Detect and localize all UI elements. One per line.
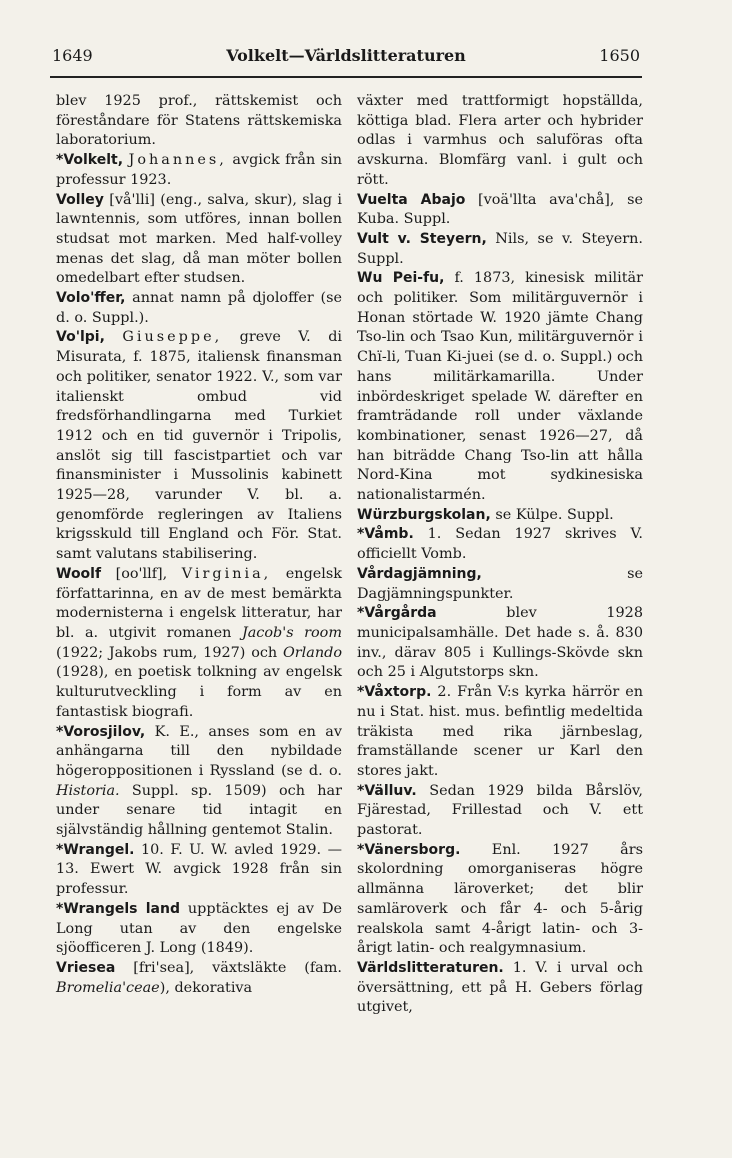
entry xyxy=(357,230,643,269)
right-column xyxy=(357,92,643,1018)
entry-headword: Würzburgskolan, xyxy=(357,506,491,523)
entry-text: f. 1873, kinesisk militär och politiker. Som militärguvernör i Honan störtade W. 1920 jämte Chang Tso-lin och Tsao Kun, militärguvernör i Chï-li, Tuan Ki-juei (se d. o. Suppl.) och hans militärkamarilla. Under inbördeskriget spelade W. därefter en framträdande roll under växlande kombinationer, senast 1926—27, då han biträdde Chang Tso-lin att hålla Nord-Kina mot sydkinesiska nationalistarmén. xyxy=(357,270,643,504)
entry-text: 1. Sedan 1927 skrives V. officiellt Vomb. xyxy=(357,526,643,563)
entry-text: [oo'llf], xyxy=(101,565,168,582)
entry-text: 2. Från V:s kyrka härrör en nu i Stat. hist. mus. befintlig medeltida träkista med rika järnbeslag, framställande scener ur Karl den stores jakt. xyxy=(357,684,643,779)
entry-text: Nils, se v. Steyern. Suppl. xyxy=(357,230,643,267)
entry xyxy=(56,289,342,328)
entry-text: (1928), en poetisk tolkning av engelsk kulturutveckling i form av en fantastisk biografi. xyxy=(56,664,342,720)
italic-text: Bromelia'ceae xyxy=(56,979,160,996)
entry-text: Suppl. sp. 1509) och har under senare tid intagit en självständig hållning gentemot Stalin. xyxy=(56,782,342,839)
entry xyxy=(56,92,342,151)
entry xyxy=(56,959,342,998)
header-rule xyxy=(50,76,642,78)
entry xyxy=(357,565,643,604)
entry-headword: Vult v. Steyern, xyxy=(357,230,487,247)
entry-text: [vå'lli] (eng., salva, skur), slag i lawntennis, som utföres, innan bollen studsat mot marken. Med half-volley menas det slag, då man möter bollen omedelbart efter studsen. xyxy=(56,191,342,287)
entry xyxy=(357,525,643,564)
entry-text: Enl. 1927 års skolordning omorganiseras högre allmänna läroverket; det blir samläroverk och får 4- och 5-årig realskola samt 4-årigt latin- och 3-årigt latin- och realgymnasium. xyxy=(357,841,643,957)
entry-text: greve V. di Misurata, f. 1875, italiensk finansman och politiker, senator 1922. V., som var italienskt ombud vid fredsförhandlingarna med Turkiet 1912 och en tid guvernör i Tripolis, anslöt sig till fascistpartiet och var finansminister i Mussolinis kabinett 1925—28, varunder V. bl. a. genomförde regleringen av Italiens krigsskuld till England och För. Stat. samt valutans stabilisering. xyxy=(56,329,343,563)
entry-headword: *Wrangel. xyxy=(56,841,135,858)
entry-headword: Vriesea xyxy=(56,959,116,976)
entry-headword: Wu Pei-fu, xyxy=(357,270,445,287)
entry xyxy=(357,269,643,505)
entry-text: [voä'llta ava'chå], se Kuba. Suppl. xyxy=(357,191,643,228)
italic-text: Historia. xyxy=(56,782,120,799)
entry-headword: *Vårgårda xyxy=(357,605,437,622)
entry-headword: Woolf xyxy=(56,565,102,582)
page-number-right: 1650 xyxy=(599,46,640,65)
entry xyxy=(357,506,643,526)
entry-headword: Vuelta Abajo xyxy=(357,191,466,208)
entry xyxy=(56,900,342,959)
entry-headword: *Vorosjilov, xyxy=(56,723,146,740)
entry-headword: *Våmb. xyxy=(357,526,414,543)
entry-text: 10. F. U. W. avled 1929. — 13. Ewert W. avgick 1928 från sin professur. xyxy=(56,841,342,898)
entry xyxy=(56,723,342,841)
entry-text: blev 1925 prof., rättskemist och föreståndare för Statens rättskemiska laboratorium. xyxy=(56,93,342,149)
running-title: Volkelt—Världslitteraturen xyxy=(226,46,466,65)
entry xyxy=(357,782,643,841)
page-number-left: 1649 xyxy=(52,46,93,65)
entry xyxy=(56,565,342,723)
entry-headword: *Våxtorp. xyxy=(357,684,432,701)
entry-text: Sedan 1929 bilda Bårslöv, Fjärestad, Frillestad och V. ett pastorat. xyxy=(357,782,643,839)
entry-text: (1922; Jakobs rum, 1927) och xyxy=(56,644,278,661)
entry-headword: Vårdagjämning, xyxy=(357,565,482,582)
entry-text: se Dagjämningspunkter. xyxy=(357,565,643,602)
entry xyxy=(357,604,643,683)
spaced-name: Johannes, xyxy=(128,152,227,169)
entry-headword: *Välluv. xyxy=(357,782,417,799)
entry xyxy=(56,841,342,900)
entry-text: se Külpe. Suppl. xyxy=(490,506,614,523)
entry-text: [fri'sea], växtsläkte (fam. xyxy=(115,959,342,976)
entry xyxy=(357,92,643,191)
entry-text: 1. V. i urval och översättning, ett på H. Gebers förlag utgivet, xyxy=(357,959,643,1016)
entry-headword: Volo'ffer, xyxy=(56,290,126,307)
entry-text: växter med trattformigt hopställda, köttiga blad. Flera arter och hybrider odlas i varmhus och saluföras ofta avskurna. Blomfärg vanl. i gult och rött. xyxy=(357,93,643,188)
entry-headword: Vo'lpi, xyxy=(56,329,105,346)
entry xyxy=(357,959,643,1018)
entry xyxy=(357,191,643,230)
left-column xyxy=(56,92,342,998)
page-header xyxy=(52,46,640,72)
entry-text: K. E., anses som en av anhängarna till den nybildade högeroppositionen i Ryssland (se d. o. xyxy=(56,723,342,779)
entry-headword: *Volkelt, xyxy=(56,152,124,169)
entry xyxy=(56,191,342,290)
entry-text: ), dekorativa xyxy=(159,979,253,996)
entry-headword: Volley xyxy=(56,191,104,208)
spaced-name: Giuseppe, xyxy=(122,329,223,346)
entry xyxy=(357,683,643,782)
entry xyxy=(56,328,342,564)
spaced-name: Virginia, xyxy=(181,565,272,582)
entry xyxy=(56,151,342,190)
italic-text: Orlando xyxy=(277,644,343,661)
entry-text: blev 1928 municipalsamhälle. Det hade s. å. 830 inv., därav 805 i Kullings-Skövde skn och 25 i Algutstorps skn. xyxy=(357,605,643,681)
entry-headword: Världslitteraturen. xyxy=(357,959,504,976)
entry-text: avgick från sin professur 1923. xyxy=(56,152,342,188)
italic-text: Jacob's room xyxy=(231,624,342,641)
entry-headword: *Vänersborg. xyxy=(357,841,461,858)
entry xyxy=(357,841,643,959)
entry-text: engelsk författarinna, en av de mest bemärkta modernisterna i engelsk litteratur, har bl. a. utgivit romanen xyxy=(56,565,343,641)
entry-text: upptäcktes ej av De Long utan av den engelske sjöofficeren J. Long (1849). xyxy=(56,900,343,957)
entry-headword: *Wrangels land xyxy=(56,900,180,917)
entry-text: annat namn på djoloffer (se d. o. Suppl.). xyxy=(56,290,342,326)
